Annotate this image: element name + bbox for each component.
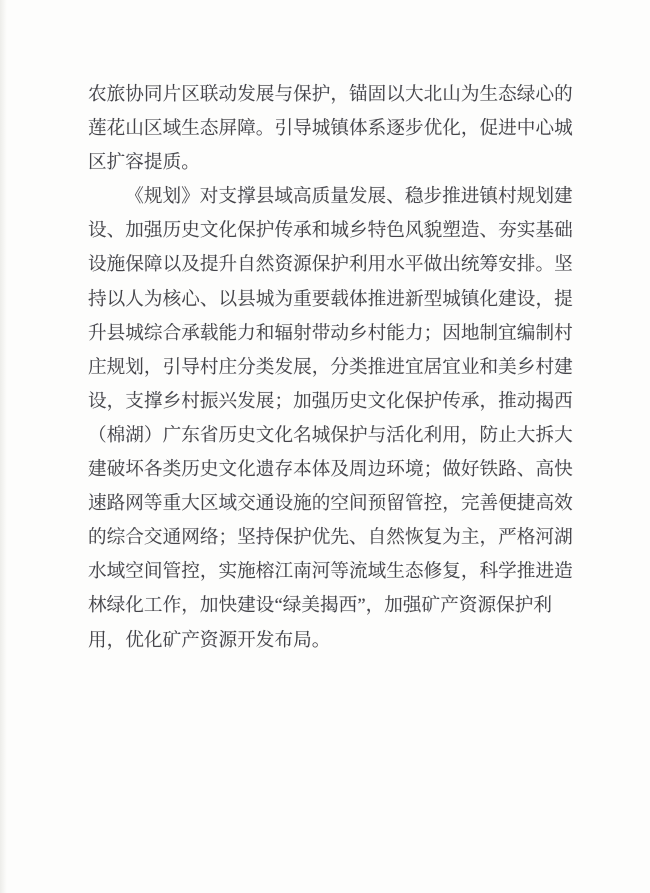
text-line: 《规划》对支撑县域高质量发展、稳步推进镇村规划建 <box>125 186 573 208</box>
text-line: 用，优化矿产资源开发布局。 <box>88 629 331 651</box>
text-line: 设、加强历史文化保护传承和城乡特色风貌塑造、夯实基础 <box>88 220 573 242</box>
text-line: （棉湖）广东省历史文化名城保护与活化利用，防止大拆大 <box>88 424 573 446</box>
text-line: 升县城综合承载能力和辐射带动乡村能力；因地制宜编制村 <box>88 322 573 344</box>
text-line: 庄规划，引导村庄分类发展，分类推进宜居宜业和美乡村建 <box>88 356 573 378</box>
text-line: 设施保障以及提升自然资源保护利用水平做出统筹安排。坚 <box>88 254 573 276</box>
text-line: 持以人为核心、以县城为重要载体推进新型城镇化建设，提 <box>88 288 573 310</box>
text-line: 速路网等重大区域交通设施的空间预留管控，完善便捷高效 <box>88 493 573 515</box>
text-line: 林绿化工作，加快建设“绿美揭西”，加强矿产资源保护利 <box>88 595 553 617</box>
text-line: 区扩容提质。 <box>88 152 200 174</box>
text-line: 设，支撑乡村振兴发展；加强历史文化保护传承，推动揭西 <box>88 390 573 412</box>
text-line: 的综合交通网络；坚持保护优先、自然恢复为主，严格河湖 <box>88 527 573 549</box>
scan-left-edge <box>0 0 7 893</box>
text-line: 莲花山区域生态屏障。引导城镇体系逐步优化，促进中心城 <box>88 118 573 140</box>
text-line: 农旅协同片区联动发展与保护，锚固以大北山为生态绿心的 <box>88 84 573 105</box>
document-body-text <box>88 78 575 658</box>
text-line: 建破坏各类历史文化遗存本体及周边环境；做好铁路、高快 <box>88 459 573 481</box>
text-line: 水域空间管控，实施榕江南河等流域生态修复，科学推进造 <box>88 561 573 583</box>
